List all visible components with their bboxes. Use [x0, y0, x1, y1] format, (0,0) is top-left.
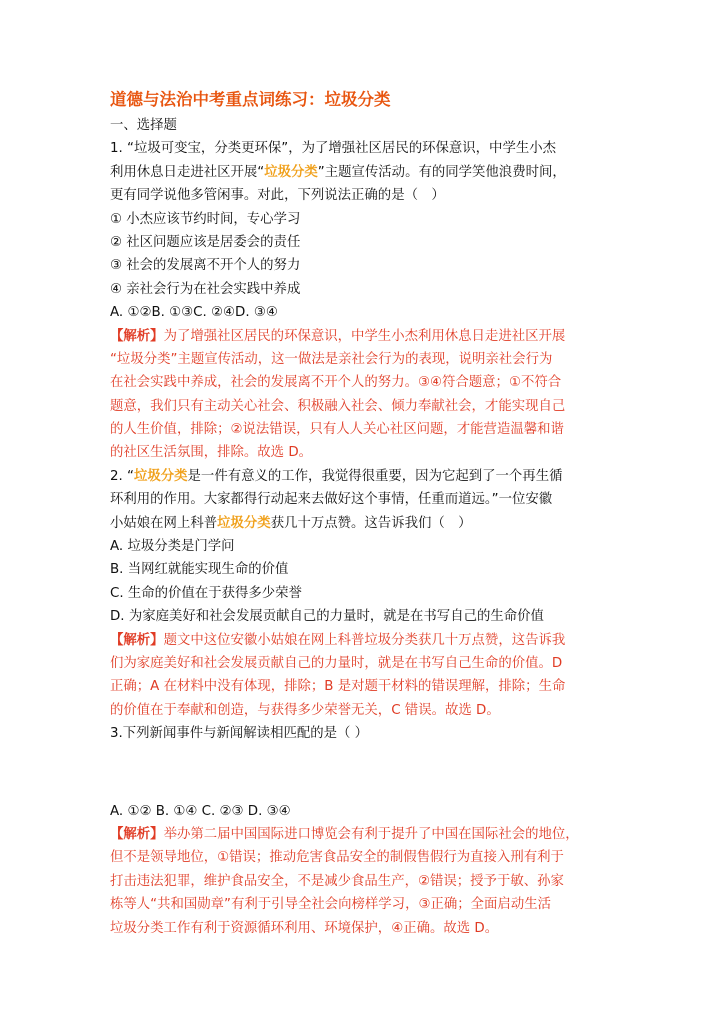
q2-analysis-line-3: 正确；A 在材料中没有体现，排除；B 是对题干材料的错误理解，排除；生命 — [110, 679, 566, 695]
q3-analysis-line-2: 但不是领导地位，①错误；推动危害食品安全的制假售假行为直接入刑有利于 — [110, 850, 564, 866]
analysis-tag: 【解析】 — [110, 632, 164, 648]
q2-analysis-line-2: 们为家庭美好和社会发展贡献自己的力量时，就是在书写自己生命的价值。D — [110, 655, 563, 671]
q2-option-c: C. 生命的价值在于获得多少荣誉 — [110, 585, 302, 601]
q1-analysis-line-2: “垃圾分类”主题宣传活动，这一做法是亲社会行为的表现，说明亲社会行为 — [110, 351, 553, 367]
q3-analysis-line-4: 栋等人“共和国勋章”有利于引导全社会向榜样学习，③正确；全面启动生活 — [110, 897, 551, 913]
q1-stem-line-2 — [110, 161, 616, 184]
q3-stem-line-1: 3.下列新闻事件与新闻解读相匹配的是（ ） — [110, 726, 369, 742]
question-1 — [110, 137, 616, 464]
q2-analysis-line-1 — [110, 629, 616, 652]
q1-option-3: ③ 社会的发展离不开个人的努力 — [110, 258, 301, 274]
document-title: 道德与法治中考重点词练习：垃圾分类 — [110, 90, 391, 109]
q1-analysis-line-5: 的人生价值，排除；②说法错误，只有人人关心社区问题，才能营造温馨和谐 — [110, 422, 564, 438]
q1-stem-line-1: 1. “垃圾可变宝，分类更环保”，为了增强社区居民的环保意识，中学生小杰 — [110, 141, 557, 157]
q3-choices: A. ①② B. ①④ C. ②③ D. ③④ — [110, 803, 291, 819]
q2-keyword-highlight: 垃圾分类 — [133, 468, 188, 484]
q2-stem-text: 获几十万点赞。这告诉我们（ ） — [270, 515, 472, 531]
q2-stem-line-2: 环利用的作用。大家都得行动起来去做好这个事情，任重而道远。”一位安徽 — [110, 492, 553, 508]
q2-analysis-line-4: 的价值在于奉献和创造，与获得多少荣誉无关，C 错误。故选 D。 — [110, 702, 500, 718]
q1-analysis-line-3: 在社会实践中养成，社会的发展离不开个人的努力。③④符合题意；①不符合 — [110, 375, 562, 391]
q1-stem-line-3: 更有同学说他多管闲事。对此，下列说法正确的是（ ） — [110, 188, 445, 204]
q2-stem-text: 2. “ — [110, 468, 134, 484]
q1-choices: A. ①②B. ①③C. ②④D. ③④ — [110, 305, 278, 321]
analysis-tag: 【解析】 — [110, 328, 164, 344]
q2-stem-line-3 — [110, 512, 616, 535]
q3-blank-area — [110, 746, 616, 800]
q2-stem-line-1 — [110, 465, 616, 488]
q3-analysis-line-1 — [110, 823, 616, 846]
q1-option-1: ① 小杰应该节约时间，专心学习 — [110, 211, 301, 227]
q2-analysis-text: 题文中这位安徽小姑娘在网上科普垃圾分类获几十万点赞，这告诉我 — [163, 632, 566, 648]
q1-analysis-text: 为了增强社区居民的环保意识，中学生小杰利用休息日走进社区开展 — [163, 328, 566, 344]
q3-analysis-line-3: 打击违法犯罪，维护食品安全，不是减少食品生产，②错误；授予于敏、孙家 — [110, 873, 564, 889]
q1-keyword-highlight: 垃圾分类 — [264, 164, 318, 180]
question-3 — [110, 722, 616, 940]
q3-analysis-text: 举办第二届中国国际进口博览会有利于提升了中国在国际社会的地位， — [163, 826, 579, 842]
q3-analysis-line-5: 垃圾分类工作有利于资源循环利用、环境保护，④正确。故选 D。 — [110, 920, 499, 936]
q2-option-b: B. 当网红就能实现生命的价值 — [110, 562, 289, 578]
q2-keyword-highlight: 垃圾分类 — [217, 515, 271, 531]
q2-option-a: A. 垃圾分类是门学问 — [110, 539, 235, 555]
section-heading: 一、选择题 — [110, 118, 177, 133]
q2-stem-text: 小姑娘在网上科普 — [110, 515, 218, 531]
q1-option-2: ② 社区问题应该是居委会的责任 — [110, 234, 301, 250]
q1-option-4: ④ 亲社会行为在社会实践中养成 — [110, 281, 301, 297]
q1-analysis-line-6: 的社区生活氛围，排除。故选 D。 — [110, 445, 313, 461]
q2-stem-text: 是一件有意义的工作，我觉得很重要，因为它起到了一个再生循 — [187, 468, 563, 484]
q2-option-d: D. 为家庭美好和社会发展贡献自己的力量时，就是在书写自己的生命价值 — [110, 609, 544, 625]
analysis-tag: 【解析】 — [110, 826, 164, 842]
document-content — [110, 86, 616, 940]
q1-stem-text: 利用休息日走进社区开展“ — [110, 164, 265, 180]
q1-stem-text: ”主题宣传活动。有的同学笑他浪费时间， — [317, 164, 566, 180]
q1-analysis-line-1 — [110, 325, 616, 348]
question-2 — [110, 465, 616, 722]
q1-analysis-line-4: 题意，我们只有主动关心社会、积极融入社会、倾力奉献社会，才能实现自己 — [110, 398, 566, 414]
